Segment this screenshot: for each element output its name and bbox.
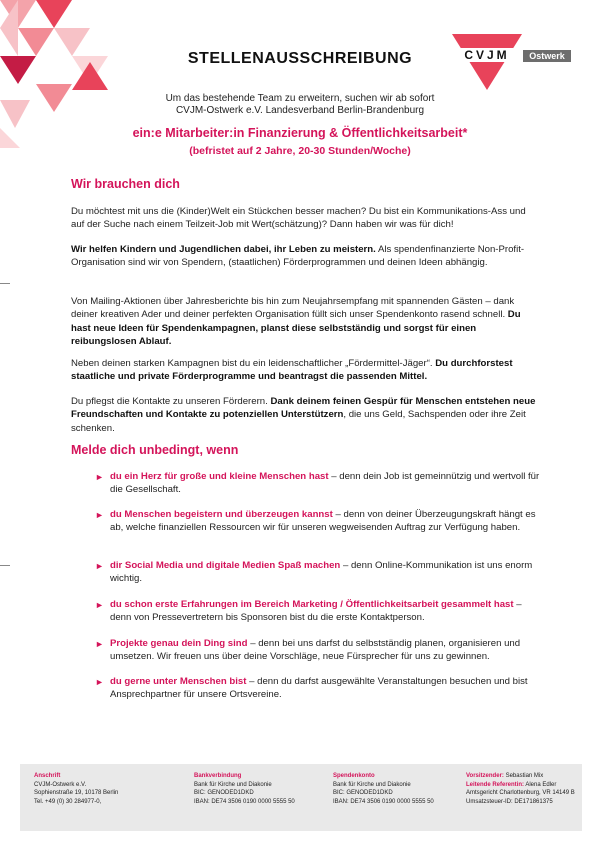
list-item-text: – denn Online-Kommunikation ist uns enorm wichtig. [110,560,533,585]
footer-address [34,772,118,806]
footer-line: CVJM-Ostwerk e.V. [34,781,87,788]
list-item-text: – denn dein Job ist gemeinnützig und wertvoll für die Gesellschaft. [110,471,540,496]
footer-line: IBAN: DE74 3506 0190 0000 5555 50 [333,798,434,805]
job-title: ein:e Mitarbeiter:in Finanzierung & Öffentlichkeitsarbeit* [132,126,468,140]
footer-line [466,781,575,790]
footer-heading: Bankverbindung [194,773,242,779]
list-item-text: – denn von Pressevertretern bis Sponsoren bist du die erste Kontaktperson. [110,599,522,624]
paragraph-text: Neben deinen starken Kampagnen bist du ein leidenschaftlicher „Fördermittel-Jäger“. [71,358,436,369]
footer-line: BIC: GENODED1DKD [194,790,254,796]
bullet-arrow-icon: ► [95,677,104,687]
paragraph-3 [71,295,541,349]
list-item [110,675,540,702]
fold-mark [0,283,10,284]
paragraph-bold: Du hast neue Ideen für Spendenkampagnen, planst diese selbstständig und sorgst für einen reibungslosen Ablauf. [71,309,521,348]
intro-line-2: CVJM-Ostwerk e.V. Landesverband Berlin-Brandenburg [175,105,425,116]
fold-mark [0,565,10,566]
footer-value: Sebastian Mix [503,773,544,779]
bullet-arrow-icon: ► [95,472,104,482]
footer-line: Sophienstraße 19, 10178 Berlin [34,790,119,796]
page-title: STELLENAUSSCHREIBUNG [187,50,413,67]
footer-label: Leitende Referentin: [466,781,525,788]
footer-legal [466,772,575,806]
bullet-arrow-icon: ► [95,600,104,610]
section-heading-apply: Melde dich unbedingt, wenn [71,443,239,457]
list-item [110,470,540,497]
footer-line: Tel. +49 (0) 30 284977-0, [34,798,102,805]
footer-heading: Anschrift [34,773,61,779]
list-item [110,637,540,664]
list-item-text: – denn von deiner Überzeugungskraft hängt es ab, welche finanziellen Ressourcen wir für unseren wegweisenden Auftrag zur Verfügung haben. [110,509,536,534]
bullet-arrow-icon: ► [95,561,104,571]
paragraph-bold: Dank deinem feinen Gespür für Menschen entstehen neue Freundschaften und Kontakte zu potenziellen Unterstützern [71,396,536,421]
section-heading-need: Wir brauchen dich [71,177,180,191]
footer-line: Bank für Kirche und Diakonie [194,781,272,788]
paragraph-text: Als spendenfinanzierte Non-Profit-Organisation sind wir von Spendern, (staatlichen) Förderprogrammen und deinen Ideen abhängig. [71,244,525,269]
paragraph-text: Du pflegst die Kontakte zu unseren Förderern. [71,396,271,407]
list-item-highlight: du schon erste Erfahrungen im Bereich Marketing / Öffentlichkeitsarbeit gesammelt hast [110,599,514,610]
paragraph-bold: Du durchforstest staatliche und private Förderprogramme und beantragst die passenden Mittel. [71,358,513,383]
footer-donation [333,772,434,806]
triangle-shape [36,0,72,28]
footer-line [466,772,575,781]
list-item-text: – denn bei uns darfst du selbstständig planen, organisieren und umsetzen. Wir freuen uns über deine Vorschläge, neue Fürsprecher für uns zu gewinnen. [110,638,521,663]
paragraph-text: , die uns Geld, Sachspenden oder ihre Zeit schenken. [71,409,526,434]
list-item-highlight: du Menschen begeistern und überzeugen kannst [110,509,333,520]
paragraph-bold: Wir helfen Kindern und Jugendlichen dabei, ihr Leben zu meistern. [71,244,376,255]
footer-line: Bank für Kirche und Diakonie [333,781,411,788]
footer-label: Vorsitzender: [466,773,504,779]
intro-line-1: Um das bestehende Team zu erweitern, suchen wir ab sofort [165,93,435,104]
paragraph-text: Von Mailing-Aktionen über Jahresberichte bis hin zum Neujahrsempfang mit spannenden Gästen – dank deiner kreativen Ader und deiner perfekten Organisation füllt sich unser Spendenkonto rasend schnell. [71,296,515,321]
list-item [110,598,540,625]
footer-line: Umsatzsteuer-ID: DE171861375 [466,798,553,805]
job-terms: (befristet auf 2 Jahre, 20-30 Stunden/Woche) [189,145,411,157]
logo-text: CVJM [464,48,510,62]
list-item-highlight: dir Social Media und digitale Medien Spaß machen [110,560,341,571]
logo-badge: Ostwerk [523,50,571,62]
footer-heading: Spendenkonto [333,773,375,779]
footer-line: Amtsgericht Charlottenburg, VR 14149 B [466,790,575,796]
list-item-highlight: du gerne unter Menschen bist [110,676,247,687]
list-item [110,508,540,535]
footer [20,764,582,831]
bullet-arrow-icon: ► [95,510,104,520]
bullet-arrow-icon: ► [95,639,104,649]
list-item-text: – denn du darfst ausgewählte Veranstaltungen besuchen und bist Ansprechpartner für unsere Ortsvereine. [110,676,528,701]
footer-line: IBAN: DE74 3506 0190 0000 5555 50 [194,798,295,805]
footer-value: Alena Edler [524,781,557,788]
paragraph-4 [71,357,541,384]
paragraph-text: Du möchtest mit uns die (Kinder)Welt ein Stückchen besser machen? Du bist ein Kommunikations-Ass und auf der Suche nach einem Teilzeit-Job mit Wert(schätzung)? Dann haben wir was für dich! [71,206,526,231]
paragraph-2 [71,243,541,270]
footer-bank [194,772,295,806]
list-item-highlight: du ein Herz für große und kleine Menschen hast [110,471,329,482]
paragraph-5 [71,395,541,435]
paragraph-1 [71,205,541,232]
list-item [110,559,540,586]
footer-line: BIC: GENODED1DKD [333,790,393,796]
list-item-highlight: Projekte genau dein Ding sind [110,638,248,649]
